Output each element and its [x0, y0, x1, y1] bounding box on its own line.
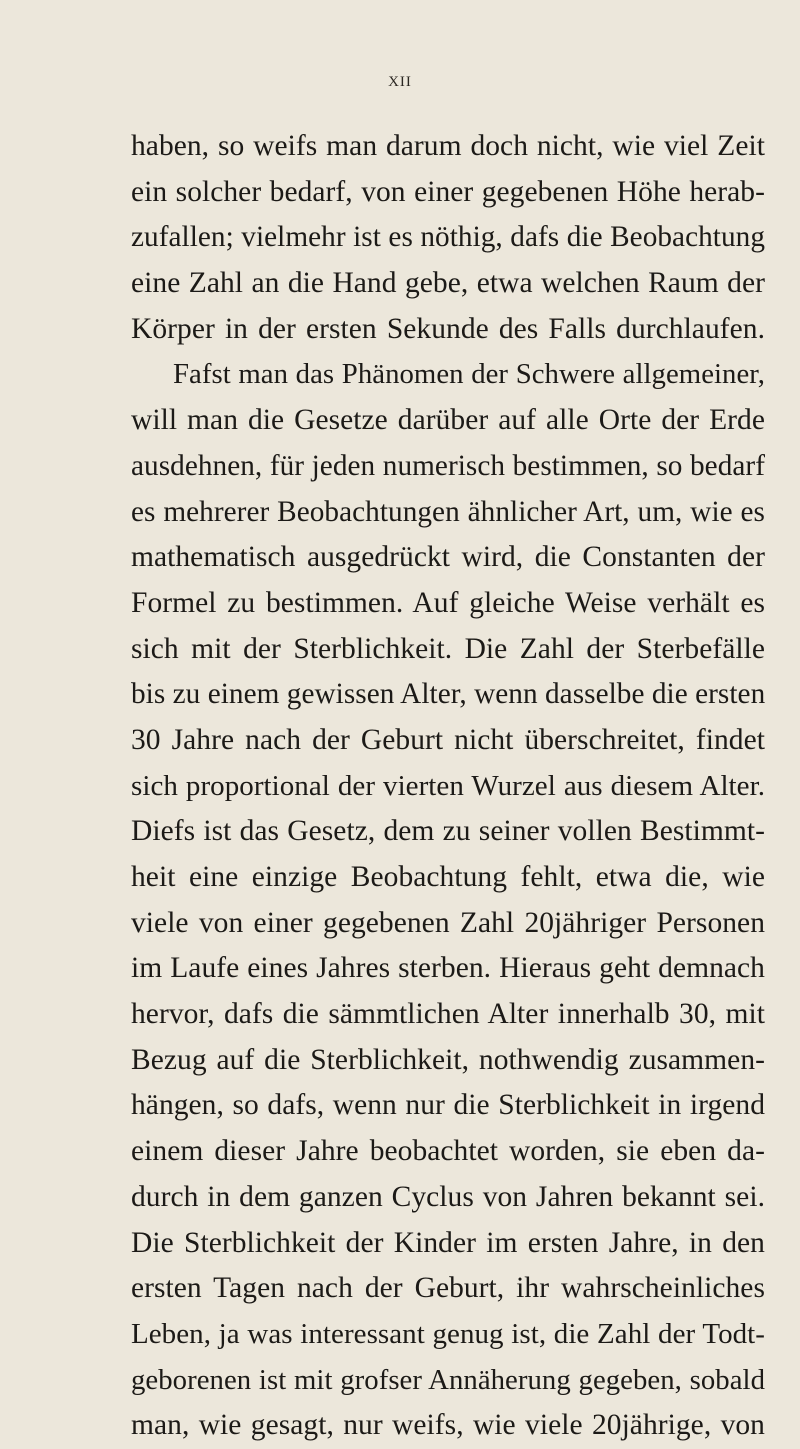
text-line: es mehrerer Beobachtungen ähnlicher Art, um, wie es	[131, 495, 765, 528]
text-line: ausdehnen, für jeden numerisch bestimmen, so bedarf	[131, 449, 765, 482]
text-line: man, wie gesagt, nur weifs, wie viele 20jährige, von	[131, 1409, 765, 1442]
text-line: zufallen; vielmehr ist es nöthig, dafs die Beobachtung	[131, 221, 765, 254]
text-line: Diefs ist das Gesetz, dem zu seiner vollen Bestimmt-	[131, 815, 765, 848]
page-number: XII	[388, 74, 412, 90]
text-line: viele von einer gegebenen Zahl 20jähriger Personen	[131, 906, 765, 939]
text-line: Bezug auf die Sterblichkeit, nothwendig zusammen-	[131, 1043, 765, 1076]
text-line: will man die Gesetze darüber auf alle Orte der Erde	[131, 404, 765, 437]
text-line: bis zu einem gewissen Alter, wenn dasselbe die ersten	[131, 678, 766, 711]
text-line: hervor, dafs die sämmtlichen Alter innerhalb 30, mit	[131, 998, 765, 1031]
text-line: sich mit der Sterblichkeit. Die Zahl der Sterbefälle	[131, 632, 765, 665]
text-line: geborenen ist mit grofser Annäherung gegeben, sobald	[131, 1363, 765, 1396]
text-line: durch in dem ganzen Cyclus von Jahren bekannt sei.	[131, 1180, 765, 1213]
text-line: haben, so weifs man darum doch nicht, wie viel Zeit	[131, 130, 765, 162]
text-line: im Laufe eines Jahres sterben. Hieraus geht demnach	[131, 952, 765, 985]
text-line: hängen, so dafs, wenn nur die Sterblichkeit in irgend	[131, 1089, 765, 1122]
text-line: heit eine einzige Beobachtung fehlt, etwa die, wie	[131, 861, 765, 893]
text-line: sich proportional der vierten Wurzel aus diesem Alter.	[131, 769, 765, 802]
text-line: Leben, ja was interessant genug ist, die Zahl der Todt-	[131, 1317, 765, 1350]
text-line: ersten Tagen nach der Geburt, ihr wahrscheinliches	[131, 1272, 765, 1305]
text-line: eine Zahl an die Hand gebe, etwa welchen Raum der	[131, 267, 765, 300]
body-text	[131, 124, 765, 1449]
text-line: ein solcher bedarf, von einer gegebenen Höhe herab-	[131, 175, 765, 208]
text-line: Die Sterblichkeit der Kinder im ersten Jahre, in den	[131, 1226, 765, 1259]
text-line: einem dieser Jahre beobachtet worden, sie eben da-	[131, 1135, 765, 1168]
text-line: Fafst man das Phänomen der Schwere allgemeiner,	[173, 358, 765, 391]
text-line: Körper in der ersten Sekunde des Falls durchlaufen.	[131, 312, 765, 345]
text-line: Formel zu bestimmen. Auf gleiche Weise verhält es	[131, 586, 765, 619]
text-line: mathematisch ausgedrückt wird, die Constanten der	[131, 541, 765, 574]
text-line: 30 Jahre nach der Geburt nicht überschreitet, findet	[131, 723, 765, 756]
